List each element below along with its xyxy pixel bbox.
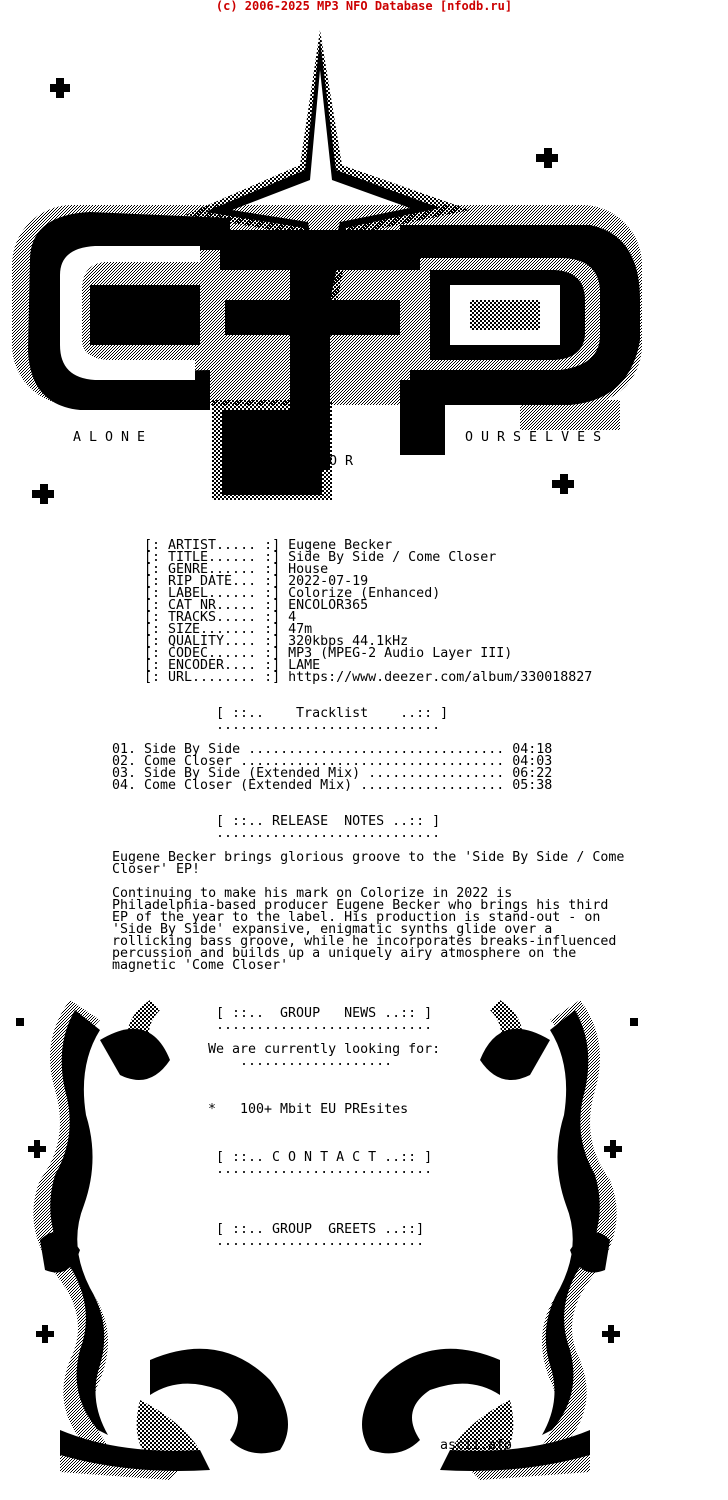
- group-news-heading: [ ::.. GROUP NEWS ..:: ]: [216, 1006, 433, 1021]
- ascii-artist-credit: ascii.afo: [440, 1438, 513, 1453]
- logo-word-for: F O R: [313, 454, 354, 469]
- release-notes-underline: ............................: [216, 826, 441, 841]
- tracklist-heading: [ ::.. Tracklist ..:: ]: [216, 706, 449, 721]
- tracklist-underline: ............................: [216, 718, 441, 733]
- track-3: 03. Side By Side (Extended Mix) ................. 06:22: [112, 766, 553, 781]
- greets-underline: ..........................: [216, 1234, 425, 1249]
- group-news-item: * 100+ Mbit EU PREsites: [208, 1102, 409, 1117]
- logo-word-ourselves: O U R S E L V E S: [465, 430, 602, 445]
- release-notes-line: Closer' EP!: [112, 862, 201, 877]
- release-notes-line: 'Side By Side' expansive, enigmatic synths glide over a: [112, 922, 553, 937]
- info-codec: [: CODEC...... :] MP3 (MPEG-2 Audio Layer III): [144, 646, 513, 661]
- logo-word-alone: A L O N E: [73, 430, 146, 445]
- track-2: 02. Come Closer ................................. 04:03: [112, 754, 553, 769]
- release-notes-line: rollicking bass groove, while he incorporates breaks-influenced: [112, 934, 617, 949]
- info-size: [: SIZE....... :] 47m: [144, 622, 313, 637]
- ascii-date: 17.02.04: [448, 1450, 513, 1465]
- info-title: [: TITLE...... :] Side By Side / Come Closer: [144, 550, 497, 565]
- info-label: [: LABEL...... :] Colorize (Enhanced): [144, 586, 441, 601]
- track-1: 01. Side By Side ................................ 04:18: [112, 742, 553, 757]
- release-notes-line: EP of the year to the label. His production is stand-out - on: [112, 910, 601, 925]
- release-notes-line: magnetic 'Come Closer': [112, 958, 289, 973]
- info-cat-nr: [: CAT NR..... :] ENCOLOR365: [144, 598, 369, 613]
- release-notes-line: Eugene Becker brings glorious groove to the 'Side By Side / Come: [112, 850, 625, 865]
- info-quality: [: QUALITY.... :] 320kbps 44.1kHz: [144, 634, 409, 649]
- group-news-underline: ...........................: [216, 1018, 433, 1033]
- info-rip-date: [: RIP DATE... :] 2022-07-19: [144, 574, 369, 589]
- track-4: 04. Come Closer (Extended Mix) .................. 05:38: [112, 778, 553, 793]
- info-artist: [: ARTIST..... :] Eugene Becker: [144, 538, 393, 553]
- info-tracks: [: TRACKS..... :] 4: [144, 610, 297, 625]
- info-url: [: URL........ :] https://www.deezer.com/album/330018827: [144, 670, 593, 685]
- info-encoder: [: ENCODER.... :] LAME: [144, 658, 321, 673]
- group-news-looking-underline: ...................: [240, 1054, 393, 1069]
- greets-heading: [ ::.. GROUP GREETS ..::]: [216, 1222, 425, 1237]
- contact-heading: [ ::.. C O N T A C T ..:: ]: [216, 1150, 433, 1165]
- release-notes-line: Continuing to make his mark on Colorize in 2022 is: [112, 886, 513, 901]
- group-news-looking: We are currently looking for:: [208, 1042, 441, 1057]
- release-notes-line: Philadelphia-based producer Eugene Becker who brings his third: [112, 898, 609, 913]
- contact-underline: ...........................: [216, 1162, 433, 1177]
- copyright-header[interactable]: (c) 2006-2025 MP3 NFO Database [nfodb.ru]: [215, 0, 513, 13]
- release-notes-heading: [ ::.. RELEASE NOTES ..:: ]: [216, 814, 441, 829]
- info-genre: [: GENRE...... :] House: [144, 562, 329, 577]
- release-notes-line: percussion and builds up a uniquely airy atmosphere on the: [112, 946, 577, 961]
